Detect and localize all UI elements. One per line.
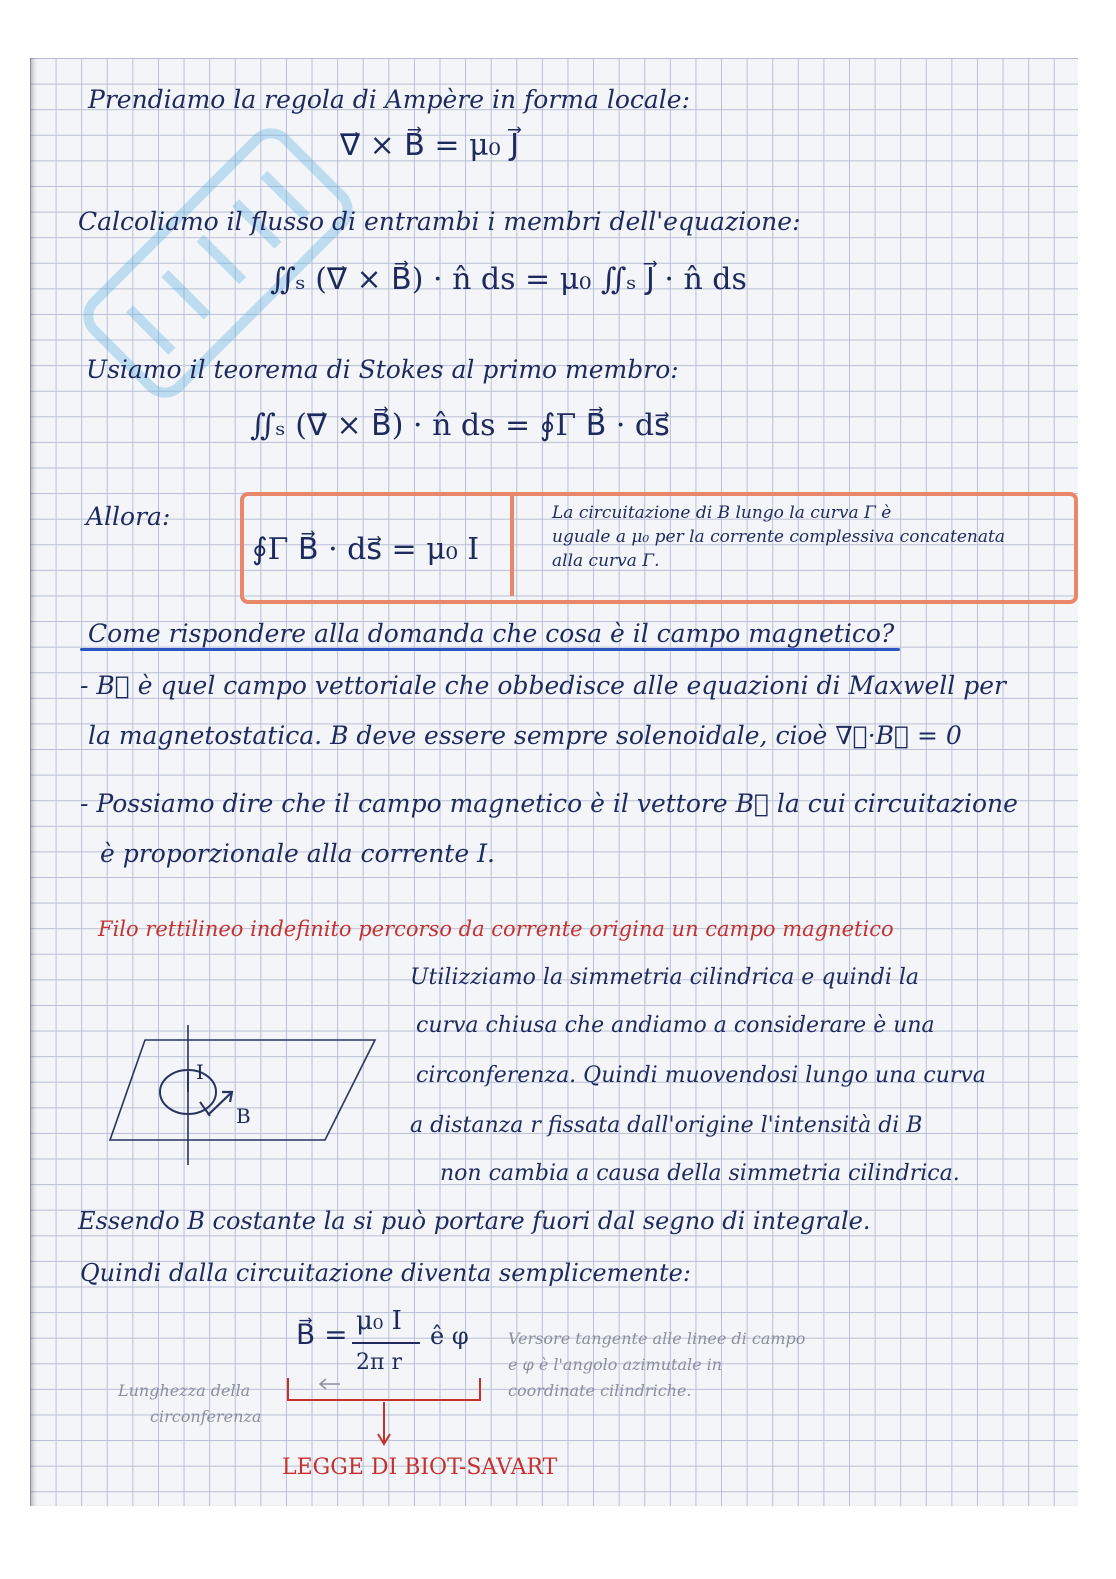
result-box-divider xyxy=(510,496,514,596)
line-ampere-local: Prendiamo la regola di Ampère in forma locale: xyxy=(88,85,690,114)
equation-circuitation: ∮Γ B⃗ · ds⃗ = μ₀ I xyxy=(252,532,480,567)
law-name: LEGGE DI BIOT-SAVART xyxy=(282,1455,558,1480)
question-magnetic-field: Come rispondere alla domanda che cosa è il campo magnetico? xyxy=(88,619,895,648)
box-note-line-1: La circuitazione di B lungo la curva Γ è xyxy=(552,503,892,523)
question-underline xyxy=(80,648,900,651)
formula-lhs: B⃗ = xyxy=(296,1318,348,1351)
paragraph-line-4: a distanza r fissata dall'origine l'intensità di B xyxy=(410,1113,923,1138)
answer-2-line-b: è proporzionale alla corrente I. xyxy=(100,839,495,868)
versor-note-line-3: coordinate cilindriche. xyxy=(508,1381,692,1400)
line-b-constant: Essendo B costante la si può portare fuori dal segno di integrale. xyxy=(78,1207,871,1235)
answer-2-line-a: - Possiamo dire che il campo magnetico è il vettore B⃗ la cui circuitazione xyxy=(80,789,1018,818)
paragraph-line-5: non cambia a causa della simmetria cilindrica. xyxy=(440,1161,960,1186)
section-title-wire: Filo rettilineo indefinito percorso da corrente origina un campo magnetico xyxy=(98,917,894,941)
formula-fraction-bar xyxy=(352,1342,420,1344)
versor-note-line-2: e φ è l'angolo azimutale in xyxy=(508,1355,723,1374)
box-note-line-2: uguale a μ₀ per la corrente complessiva concatenata xyxy=(552,527,1005,547)
circumference-note-line-2: circonferenza xyxy=(150,1407,262,1426)
diagram-label-b: B xyxy=(236,1104,251,1128)
line-flux: Calcoliamo il flusso di entrambi i membri dell'equazione: xyxy=(78,207,801,236)
line-stokes: Usiamo il teorema di Stokes al primo membro: xyxy=(86,355,679,384)
wire-diagram xyxy=(100,1020,400,1170)
paragraph-line-2: curva chiusa che andiamo a considerare è una xyxy=(416,1013,935,1038)
circumference-note-line-1: Lunghezza della xyxy=(118,1381,251,1400)
line-allora: Allora: xyxy=(86,502,171,531)
line-circuitation-becomes: Quindi dalla circuitazione diventa semplicemente: xyxy=(80,1259,691,1287)
answer-1-line-b: la magnetostatica. B deve essere sempre solenoidale, cioè ∇⃗·B⃗ = 0 xyxy=(88,721,962,750)
paragraph-line-1: Utilizziamo la simmetria cilindrica e quindi la xyxy=(410,965,920,990)
equation-curl-b: ∇⃗ × B⃗ = μ₀ J⃗ xyxy=(340,128,519,163)
equation-stokes: ∬ₛ (∇⃗ × B⃗) · n̂ ds = ∮Γ B⃗ · ds⃗ xyxy=(250,408,670,443)
versor-note-line-1: Versore tangente alle linee di campo xyxy=(508,1329,806,1348)
answer-1-line-a: - B⃗ è quel campo vettoriale che obbedisce alle equazioni di Maxwell per xyxy=(80,671,1006,700)
paragraph-line-3: circonferenza. Quindi muovendosi lungo una curva xyxy=(416,1063,986,1088)
formula-versor: ê φ xyxy=(430,1322,469,1350)
box-note-line-3: alla curva Γ. xyxy=(552,551,660,571)
equation-flux: ∬ₛ (∇⃗ × B⃗) · n̂ ds = μ₀ ∬ₛ J⃗ · n̂ ds xyxy=(270,262,747,297)
diagram-label-current: I xyxy=(196,1060,204,1084)
formula-denominator: 2π r xyxy=(356,1350,402,1375)
formula-numerator: μ₀ I xyxy=(356,1306,402,1336)
